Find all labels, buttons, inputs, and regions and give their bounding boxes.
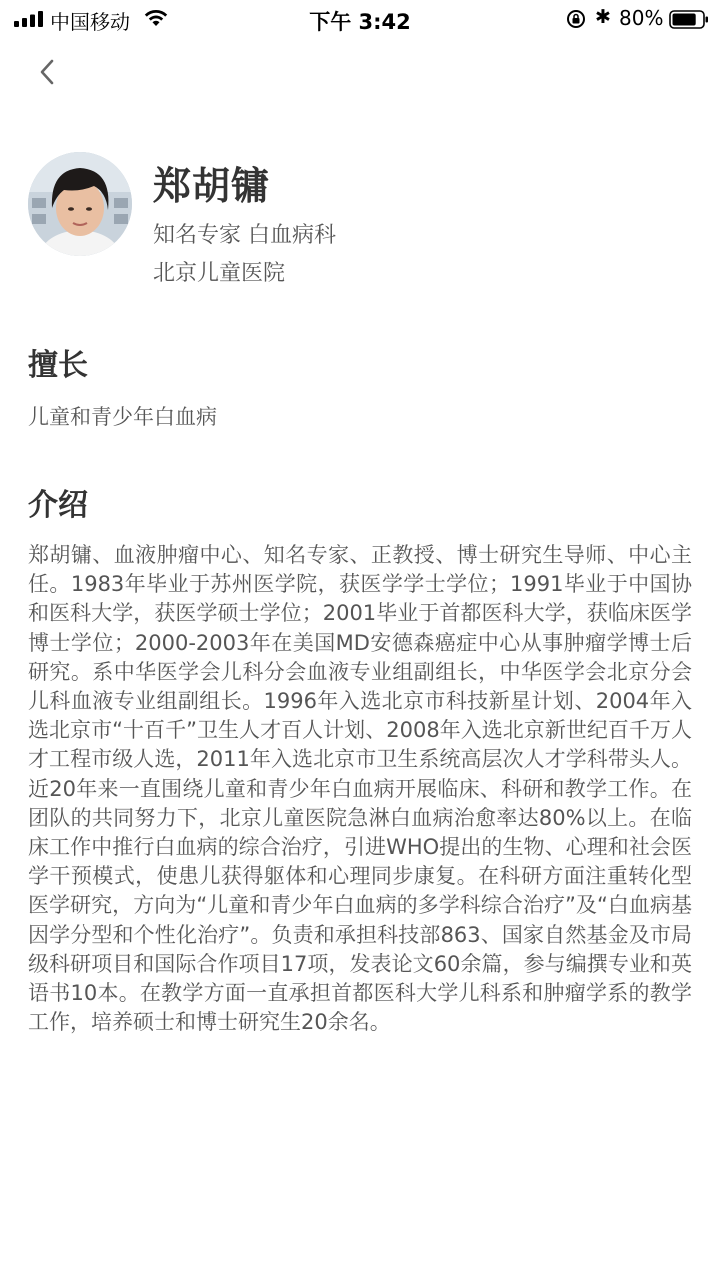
rotation-lock-icon: [566, 9, 586, 29]
clock: 下午 3:42: [309, 10, 411, 34]
specialty-text: 儿童和青少年白血病: [28, 405, 217, 429]
intro-heading: 介绍: [28, 488, 88, 523]
intro-text: 郑胡镛、血液肿瘤中心、知名专家、正教授、博士研究生导师、中心主任。1983年毕业于苏州医学院，获医学学士学位；1991毕业于中国协和医科大学，获医学硕士学位；2001毕业于首都医科大学，获临床医学博士学位；2000-2003年在美国MD安德森癌症中心从事肿瘤学博士后研究。系中华医学会儿科分会血液专业组副组长，中华医学会北京分会儿科血液专业组副组长。1996年入选北京市科技新星计划、2004年入选北京市“十百千”卫生人才百人计划、2008年入选北京新世纪百千万人才工程市级人选，2011年入选北京市卫生系统高层次人才学科带头人。近20年来一直围绕儿童和青少年白血病开展临床、科研和教学工作。在团队的共同努力下，北京儿童医院急淋白血病治愈率达80%以上。在临床工作中推行白血病的综合治疗，引进WHO提出的生物、心理和社会医学干预模式，使患儿获得躯体和心理同步康复。在科研方面注重转化型医学研究，方向为“儿童和青少年白血病的多学科综合治疗”及“白血病基因学分型和个性化治疗”。负责和承担科技部863、国家自然基金及市局级科研项目和国际合作项目17项，发表论文60余篇，参与编撰专业和英语书10本。在教学方面一直承担首都医科大学儿科系和肿瘤学系的教学工作，培养硕士和博士研究生20余名。: [28, 543, 692, 1035]
status-bar: [0, 0, 720, 38]
battery-percent: 80%: [619, 6, 664, 30]
battery-icon: [669, 10, 709, 29]
bluetooth-icon: ✱: [595, 6, 611, 28]
carrier-label: 中国移动: [50, 10, 130, 34]
back-button[interactable]: [34, 56, 62, 88]
doctor-hospital: 北京儿童医院: [153, 261, 286, 286]
doctor-avatar: [28, 152, 132, 256]
specialty-heading: 擅长: [28, 348, 88, 383]
doctor-title: 知名专家 白血病科: [153, 223, 336, 248]
doctor-name: 郑胡镛: [153, 164, 271, 208]
